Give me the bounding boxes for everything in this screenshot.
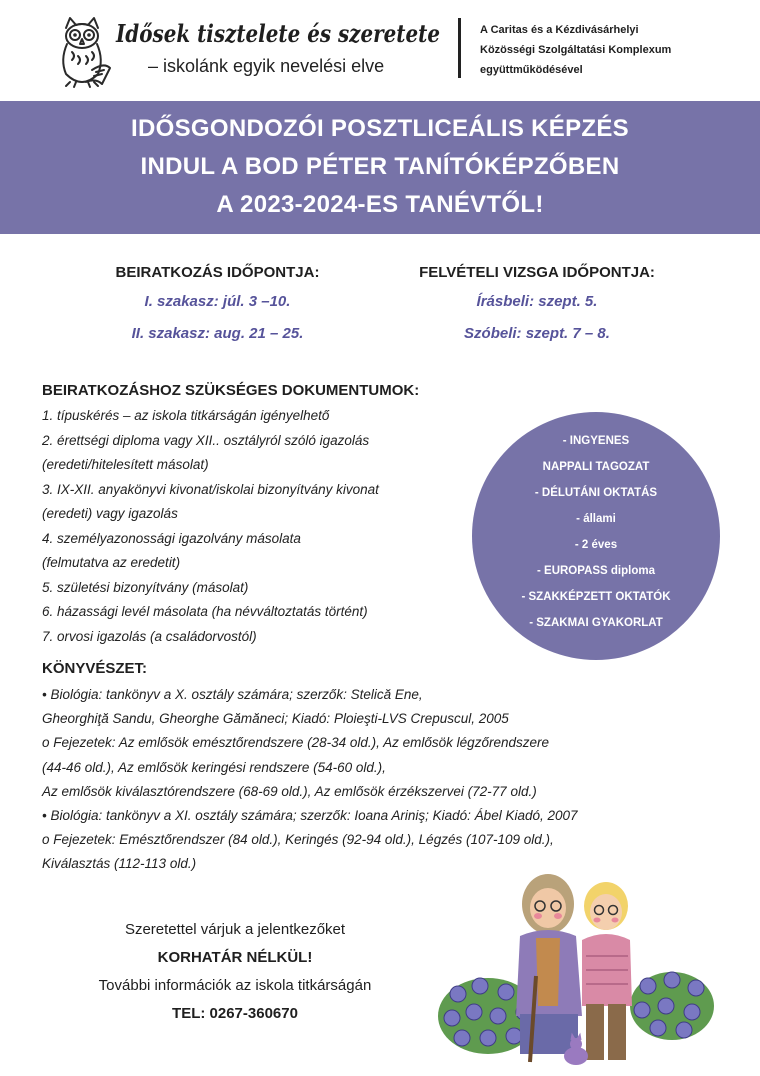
banner-line: IDŐSGONDOZÓI POSZTLICEÁLIS KÉPZÉS: [131, 115, 629, 142]
motto-subtitle: – iskolánk egyik nevelési elve: [148, 56, 385, 76]
motto-title: [114, 10, 444, 54]
grandfather-figure-icon: [582, 882, 632, 1060]
age-limit-note: KORHATÁR NÉLKÜL!: [157, 949, 313, 966]
feature-item: - INGYENES: [562, 435, 630, 447]
feature-item: - DÉLUTÁNI OKTATÁS: [534, 487, 658, 499]
feature-item: - 2 éves: [574, 539, 618, 551]
bibliography-line: Kiválasztás (112-113 old.): [42, 856, 197, 872]
list-item: 6. házassági levél másolata (ha névváltoztatás történt): [42, 604, 368, 619]
list-item: (eredeti/hitelesített másolat): [42, 457, 209, 472]
feature-item: - állami: [576, 513, 616, 525]
exam-date: Szóbeli: szept. 7 – 8.: [464, 325, 610, 342]
bibliography-line: • Biológia: tankönyv a XI. osztály számára; szerzők: Ioana Ariniş; Kiadó: Ábel Kiadó, 2007: [42, 808, 578, 824]
list-item: 2. érettségi diploma vagy XII.. osztályról szóló igazolás: [42, 432, 370, 448]
list-item: 5. születési bizonyítvány (másolat): [42, 579, 249, 595]
enrollment-dates: [95, 263, 340, 351]
enrollment-heading: BEIRATKOZÁS IDŐPONTJA:: [115, 264, 320, 281]
partner-line: A Caritas és a Kézdivásárhelyi: [480, 24, 639, 36]
motto-title-text: Idősek tisztelete és szeretete: [115, 19, 440, 48]
list-item: 7. orvosi igazolás (a családorvostól): [42, 628, 257, 644]
bibliography-list: [42, 683, 732, 877]
partner-line: együttműködésével: [480, 64, 583, 76]
phone-number: TEL: 0267-360670: [172, 1005, 298, 1022]
header-divider: [458, 18, 461, 78]
list-item: 3. IX-XII. anyakönyvi kivonat/iskolai bizonyítvány kivonat: [42, 481, 379, 497]
bibliography-heading: KÖNYVÉSZET:: [42, 660, 148, 677]
exam-date: Írásbeli: szept. 5.: [476, 293, 598, 310]
bibliography-line: Az emlősök kiválasztórendszere (68-69 old.), Az emlősök érzékszervei (72-77 old.): [42, 783, 537, 799]
elderly-couple-illustration-icon: [436, 866, 716, 1071]
bibliography-line: o Fejezetek: Emésztőrendszer (84 old.), Keringés (92-94 old.), Légzés (107-109 old.),: [42, 832, 554, 848]
enrollment-period: I. szakasz: júl. 3 –10.: [144, 293, 291, 310]
list-item: (felmutatva az eredetit): [42, 555, 181, 570]
list-item: (eredeti) vagy igazolás: [42, 506, 178, 521]
bibliography-line: o Fejezetek: Az emlősök emésztőrendszere (28-34 old.), Az emlősök légzőrendszere: [42, 735, 549, 751]
flower-bush-right-icon: [630, 972, 714, 1040]
owl-logo-icon: [52, 12, 112, 88]
documents-list: [42, 404, 482, 649]
partner-note: [480, 20, 750, 80]
banner-line: INDUL A BOD PÉTER TANÍTÓKÉPZŐBEN: [140, 153, 620, 180]
features-list: [472, 428, 720, 636]
partner-line: Közösségi Szolgáltatási Komplexum: [480, 44, 672, 56]
bibliography-line: (44-46 old.), Az emlősök keringési rendszere (54-60 old.),: [42, 759, 386, 775]
info-note: További információk az iskola titkárságán: [98, 977, 372, 994]
headline-banner: [0, 101, 760, 234]
feature-item: - SZAKKÉPZETT OKTATÓK: [521, 591, 671, 603]
footer-info: [40, 916, 430, 1028]
invitation-text: Szeretettel várjuk a jelentkezőket: [124, 921, 346, 938]
documents-heading: BEIRATKOZÁSHOZ SZÜKSÉGES DOKUMENTUMOK:: [42, 382, 420, 399]
enrollment-period: II. szakasz: aug. 21 – 25.: [131, 325, 304, 342]
feature-item: - EUROPASS diploma: [537, 565, 655, 577]
banner-line: A 2023-2024-ES TANÉVTŐL!: [216, 191, 544, 218]
exam-dates: [398, 263, 676, 351]
feature-item: - SZAKMAI GYAKORLAT: [529, 617, 663, 629]
exam-heading: FELVÉTELI VIZSGA IDŐPONTJA:: [419, 264, 655, 281]
bibliography-line: • Biológia: tankönyv a X. osztály számára; szerzők: Stelică Ene,: [42, 687, 423, 702]
feature-item: NAPPALI TAGOZAT: [542, 461, 650, 473]
list-item: 1. típuskérés – az iskola titkárságán igényelhető: [42, 408, 330, 423]
list-item: 4. személyazonossági igazolvány másolata: [42, 530, 301, 546]
bibliography-line: Gheorghiţă Sandu, Gheorghe Gămăneci; Kiadó: Ploieşti-LVS Crepuscul, 2005: [42, 711, 509, 727]
